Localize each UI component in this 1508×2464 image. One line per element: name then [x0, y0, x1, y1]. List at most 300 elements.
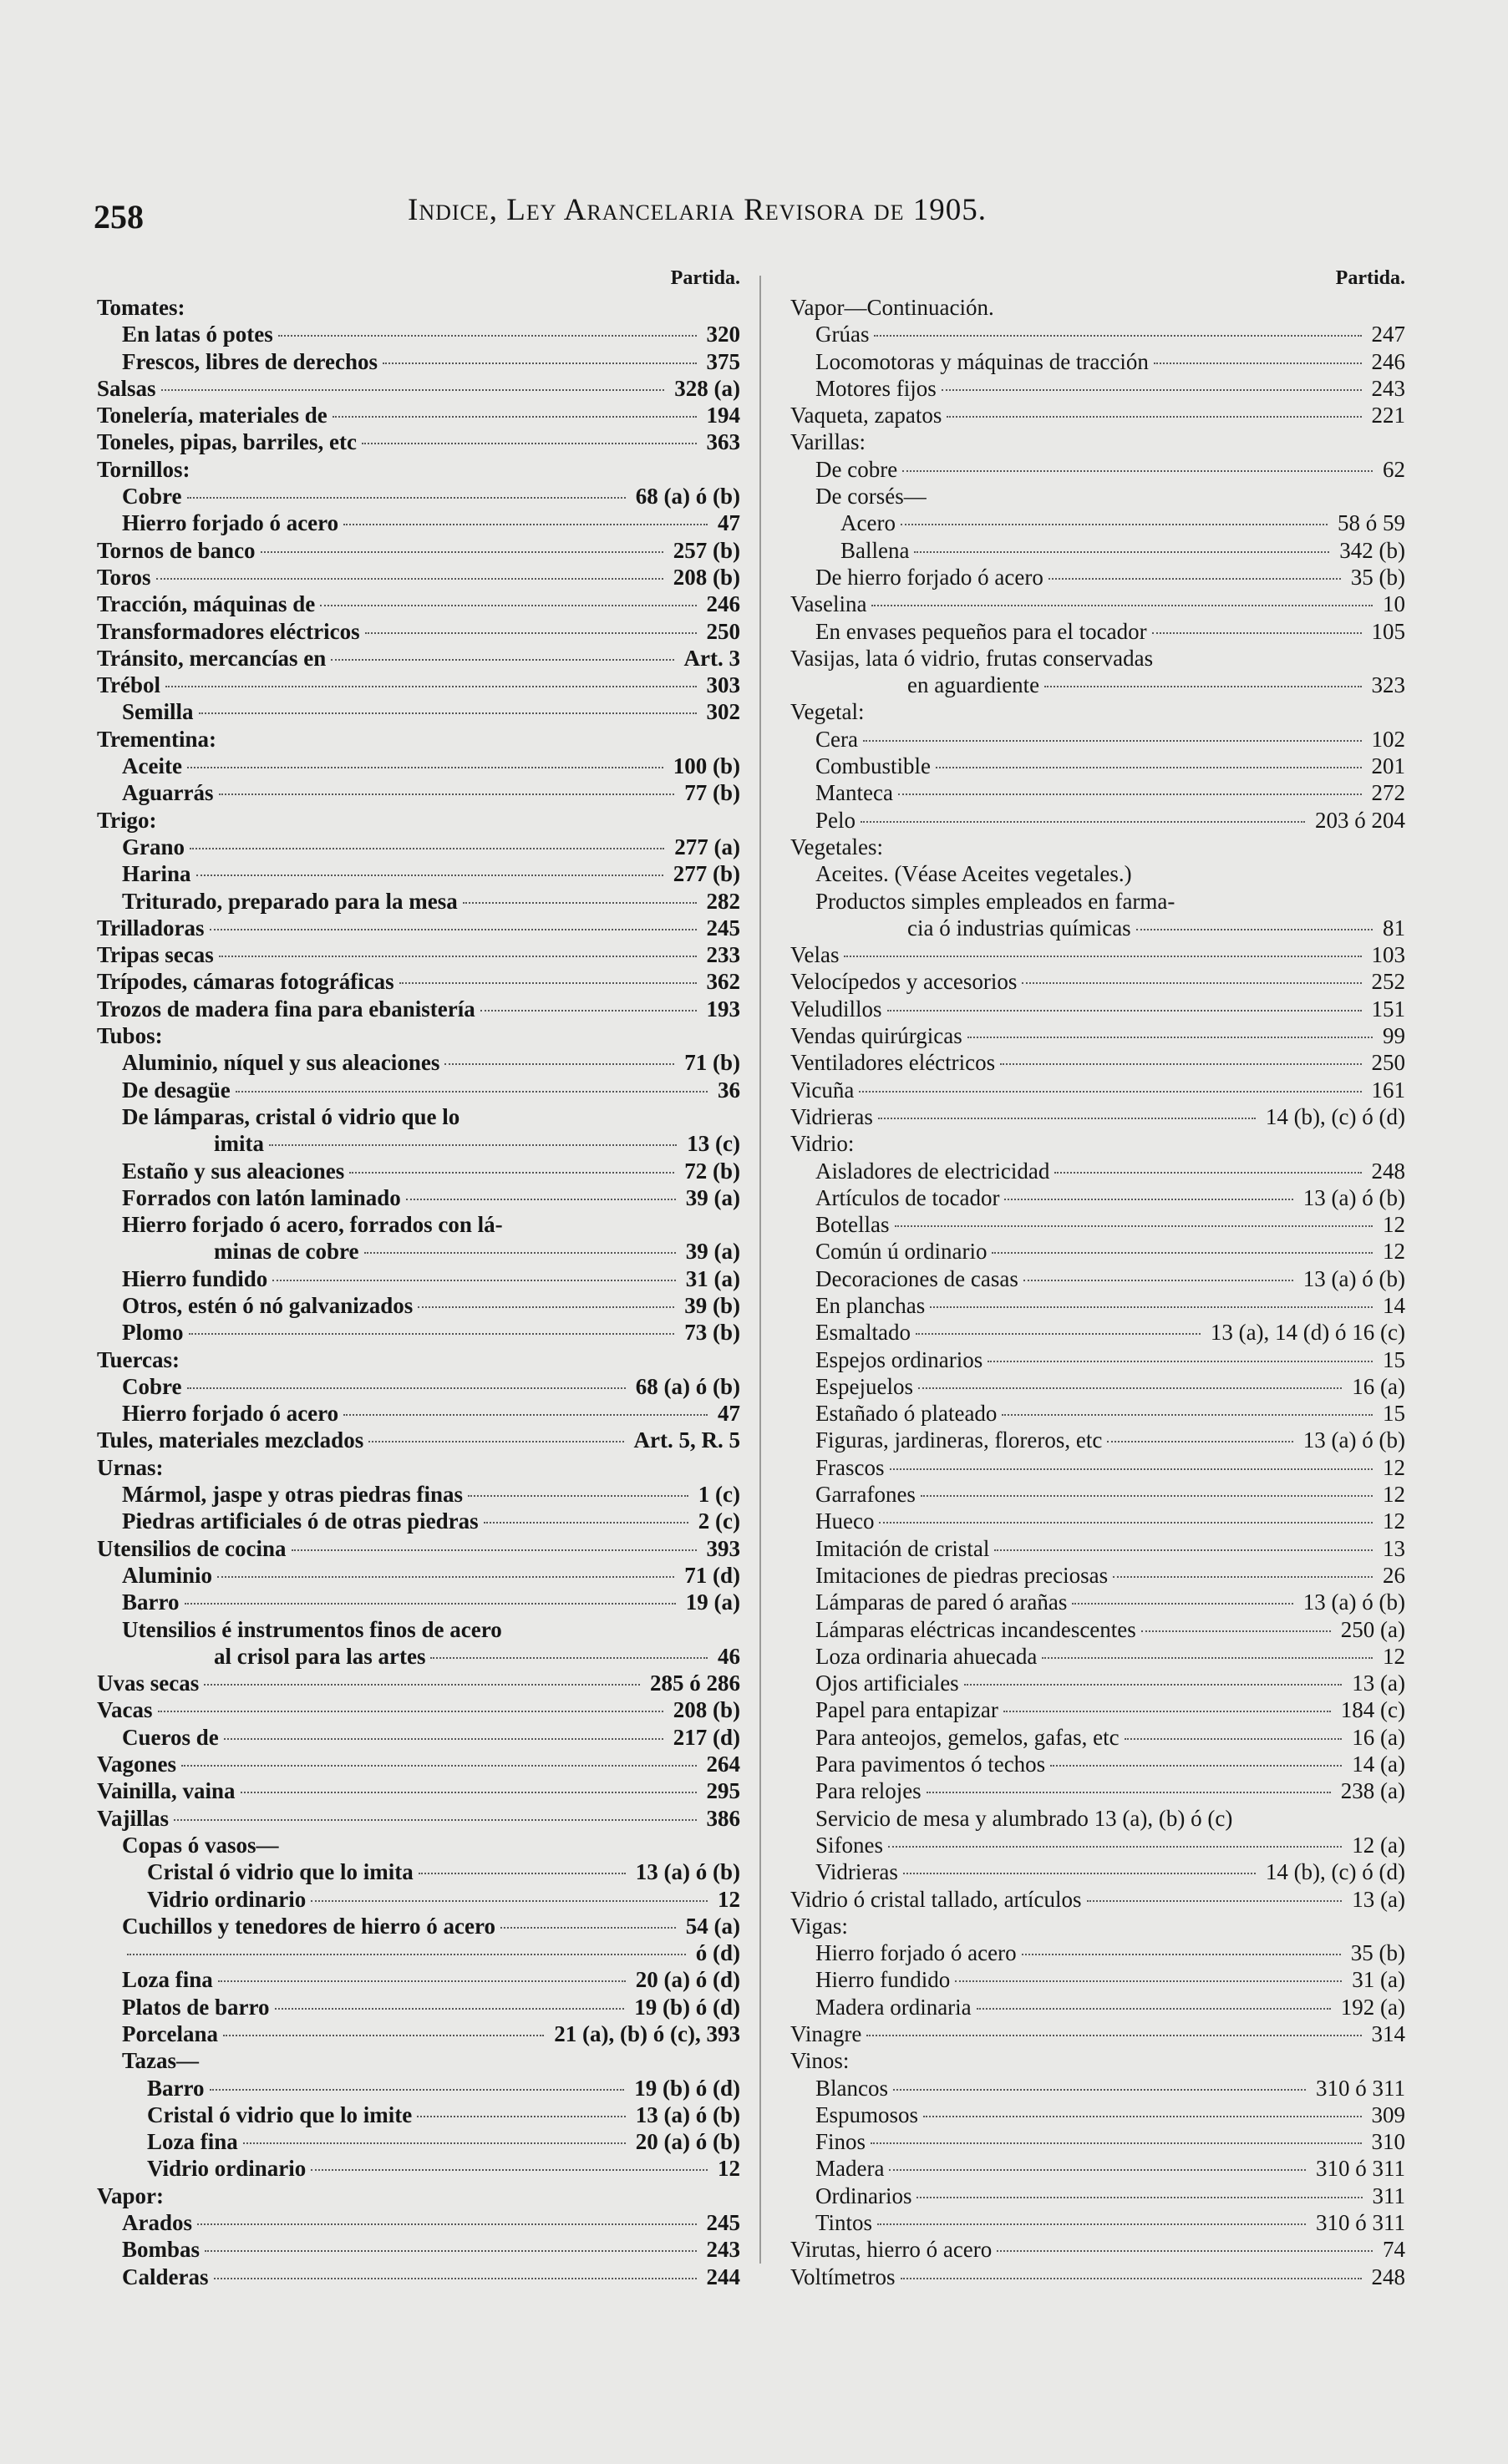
- index-entry: [97, 375, 740, 402]
- partida-number: 35 (b): [1350, 1940, 1405, 1966]
- index-term: Imitación de cristal: [815, 1535, 990, 1561]
- index-entry: [790, 1696, 1405, 1723]
- dot-leader: [1152, 632, 1362, 634]
- partida-number: 246: [1371, 348, 1405, 374]
- partida-number: 311: [1372, 2183, 1405, 2208]
- index-term: Espumosos: [815, 2101, 919, 2127]
- dot-leader: [1237, 1819, 1395, 1821]
- index-term: Tomates:: [97, 295, 185, 320]
- index-entry: [97, 941, 740, 968]
- index-entry: [790, 618, 1405, 645]
- index-entry: [790, 726, 1405, 753]
- dot-leader: [854, 2061, 1395, 2063]
- index-entry: [97, 1913, 740, 1939]
- index-entry: [97, 698, 740, 725]
- index-term: Utensilios de cocina: [97, 1535, 287, 1561]
- dot-leader: [465, 1118, 730, 1119]
- dot-leader: [997, 2250, 1373, 2252]
- partida-number: 20 (a) ó (d): [635, 1967, 740, 1993]
- partida-number: 247: [1371, 322, 1405, 347]
- dot-leader: [236, 1091, 708, 1093]
- index-entry: [97, 1049, 740, 1076]
- partida-number: 252: [1371, 969, 1405, 995]
- index-entry: [790, 2183, 1405, 2209]
- index-entry: [97, 2101, 740, 2128]
- dot-leader: [224, 1738, 663, 1740]
- index-term: Decoraciones de casas: [815, 1265, 1018, 1291]
- dot-leader: [165, 686, 697, 687]
- partida-number: 151: [1371, 996, 1405, 1022]
- index-entry: [97, 1373, 740, 1400]
- index-entry: [97, 1643, 740, 1670]
- dot-leader: [1003, 1711, 1331, 1712]
- index-term: Vegetal:: [790, 699, 865, 725]
- index-entry: [790, 1292, 1405, 1319]
- index-term: Loza fina: [147, 2129, 238, 2155]
- partida-number: 201: [1371, 753, 1405, 779]
- index-term: Cristal ó vidrio que lo imite: [147, 2101, 413, 2127]
- dot-leader: [168, 1037, 730, 1038]
- partida-number: 16 (a): [1352, 1724, 1405, 1750]
- index-entry: [790, 1670, 1405, 1696]
- dot-leader: [866, 2035, 1361, 2036]
- index-term: Grúas: [815, 322, 870, 347]
- index-term: Grano: [122, 834, 185, 859]
- dot-leader: [406, 1199, 676, 1200]
- dot-leader: [902, 470, 1373, 472]
- index-term: De corsés—: [815, 484, 927, 510]
- index-entry: [97, 1966, 740, 1993]
- dot-leader: [218, 1980, 626, 1982]
- index-entry: [790, 1643, 1405, 1670]
- dot-leader: [1042, 1657, 1373, 1659]
- index-term: Espejos ordinarios: [815, 1346, 983, 1372]
- dot-leader: [888, 848, 1395, 849]
- index-term: Triturado, preparado para la mesa: [122, 888, 458, 914]
- dot-leader: [1048, 578, 1341, 580]
- index-term: Lámparas eléctricas incandescentes: [815, 1616, 1136, 1642]
- partida-number: 15: [1383, 1401, 1405, 1427]
- dot-leader: [197, 2223, 696, 2225]
- dot-leader: [914, 551, 1329, 553]
- index-entry: [97, 1858, 740, 1885]
- index-entry: [97, 1751, 740, 1777]
- index-entry: [97, 1805, 740, 1832]
- index-term: Trilladoras: [97, 915, 205, 940]
- partida-number: 310: [1371, 2129, 1405, 2155]
- index-term: Figuras, jardineras, floreros, etc: [815, 1427, 1103, 1453]
- dot-leader: [871, 2142, 1361, 2144]
- dot-leader: [419, 1873, 626, 1874]
- dot-leader: [219, 793, 675, 795]
- index-entry: [790, 456, 1405, 483]
- dot-leader: [947, 416, 1361, 418]
- index-entry: [790, 1103, 1405, 1130]
- index-entry: [97, 753, 740, 779]
- index-term: Piedras artificiales ó de otras piedras: [122, 1508, 479, 1534]
- partida-number: 245: [706, 915, 740, 940]
- index-entry: [97, 1077, 740, 1103]
- partida-number: 13 (a): [1352, 1671, 1405, 1696]
- index-entry: [97, 1777, 740, 1804]
- index-term: Vacas: [97, 1697, 153, 1723]
- index-term: Estaño y sus aleaciones: [122, 1158, 345, 1184]
- index-term: Semilla: [122, 699, 194, 725]
- index-term: Productos simples empleados en farma-: [815, 888, 1175, 914]
- index-entry: [790, 483, 1405, 510]
- dot-leader: [1022, 982, 1361, 984]
- partida-number: 295: [706, 1778, 740, 1804]
- index-entry: [790, 294, 1405, 321]
- partida-number: 250: [706, 618, 740, 644]
- partida-number: 244: [706, 2264, 740, 2289]
- partida-number: 26: [1383, 1562, 1405, 1588]
- index-entry: [790, 2155, 1405, 2182]
- dot-leader: [127, 1954, 686, 1955]
- index-term: Porcelana: [122, 2021, 218, 2046]
- index-term: Vapor:: [97, 2183, 165, 2208]
- index-entry: [790, 2209, 1405, 2236]
- partida-number: 1 (c): [698, 1482, 740, 1508]
- partida-number: 105: [1371, 618, 1405, 644]
- dot-leader: [158, 1711, 663, 1712]
- dot-leader: [185, 1603, 676, 1605]
- index-term: Locomotoras y máquinas de tracción: [815, 348, 1149, 374]
- index-term: Hueco: [815, 1508, 875, 1534]
- partida-number: 16 (a): [1352, 1373, 1405, 1399]
- partida-number: 46: [718, 1643, 740, 1669]
- partida-number: 12: [1383, 1212, 1405, 1238]
- index-entry: [97, 915, 740, 941]
- partida-number: 12: [1383, 1508, 1405, 1534]
- partida-number: 221: [1371, 403, 1405, 428]
- dot-leader: [1180, 902, 1395, 904]
- index-entry: [790, 1346, 1405, 1373]
- partida-number: 81: [1383, 915, 1405, 940]
- index-term: Vajillas: [97, 1805, 170, 1831]
- index-entry: [790, 968, 1405, 995]
- partida-number: 12 (a): [1352, 1832, 1405, 1858]
- partida-number: 310 ó 311: [1316, 2156, 1405, 2182]
- dot-leader: [463, 902, 697, 904]
- index-entry: [790, 591, 1405, 617]
- index-term: Botellas: [815, 1212, 890, 1238]
- index-term: Hierro fundido: [122, 1265, 268, 1291]
- partida-number: 246: [706, 591, 740, 617]
- index-entry: [97, 2209, 740, 2236]
- partida-number: 71 (b): [684, 1050, 740, 1076]
- index-term: Velas: [790, 942, 840, 968]
- dot-leader: [311, 1900, 708, 1902]
- index-term: Cobre: [122, 1373, 182, 1399]
- dot-leader: [343, 1414, 708, 1416]
- index-entry: [790, 1481, 1405, 1508]
- index-entry: [97, 779, 740, 806]
- index-entry: [790, 1319, 1405, 1346]
- index-term: Uvas secas: [97, 1671, 200, 1696]
- partida-number: 2 (c): [698, 1508, 740, 1534]
- index-entry: [790, 860, 1405, 887]
- index-entry: [97, 1616, 740, 1643]
- partida-number: 243: [706, 2237, 740, 2263]
- index-entry: [97, 888, 740, 915]
- index-entry: [790, 1184, 1405, 1211]
- index-entry: [97, 1832, 740, 1858]
- index-entry: [97, 1319, 740, 1346]
- partida-number: 277 (b): [673, 861, 740, 887]
- index-term: Copas ó vasos—: [122, 1832, 279, 1858]
- index-entry: [97, 807, 740, 834]
- index-entry: [790, 1130, 1405, 1157]
- dot-leader: [878, 1118, 1256, 1119]
- index-entry: [790, 348, 1405, 375]
- dot-leader: [1044, 686, 1361, 687]
- index-term: Lámparas de pared ó arañas: [815, 1589, 1068, 1615]
- dot-leader: [967, 1037, 1373, 1038]
- partida-number: 310 ó 311: [1316, 2075, 1405, 2101]
- dot-leader: [992, 1252, 1373, 1254]
- dot-leader: [1087, 1900, 1343, 1902]
- index-entry: [97, 1535, 740, 1562]
- dot-leader: [484, 1522, 688, 1524]
- index-term: Trigo:: [97, 807, 157, 833]
- dot-leader: [977, 2008, 1331, 2010]
- dot-leader: [161, 389, 665, 391]
- index-entry: [790, 1077, 1405, 1103]
- index-term: Platos de barro: [122, 1994, 270, 2020]
- dot-leader: [210, 929, 697, 930]
- index-entry: [790, 1616, 1405, 1643]
- index-term: Tornillos:: [97, 456, 190, 482]
- index-term: Loza fina: [122, 1967, 213, 1993]
- index-term: En envases pequeños para el tocador: [815, 618, 1147, 644]
- dot-leader: [343, 524, 708, 525]
- index-entry: [97, 1508, 740, 1534]
- index-term: Tintos: [815, 2210, 873, 2236]
- index-term: De lámparas, cristal ó vidrio que lo: [122, 1103, 460, 1129]
- index-entry: [790, 1022, 1405, 1049]
- dot-leader: [174, 1819, 696, 1821]
- partida-number: 285 ó 286: [650, 1671, 740, 1696]
- partida-number: 54 (a): [685, 1913, 740, 1939]
- index-entry: [790, 1724, 1405, 1751]
- dot-leader: [888, 1846, 1342, 1848]
- index-entry: [790, 1858, 1405, 1885]
- index-term: Cuchillos y tenedores de hierro ó acero: [122, 1913, 495, 1939]
- index-entry: [97, 564, 740, 591]
- dot-leader: [161, 821, 730, 823]
- partida-number: 257 (b): [673, 537, 740, 563]
- dot-leader: [214, 2278, 697, 2279]
- index-entry: [97, 1238, 740, 1265]
- index-term: Ordinarios: [815, 2183, 912, 2208]
- dot-leader: [507, 1630, 730, 1632]
- index-term: Servicio de mesa y alumbrado 13 (a), (b) ó (c): [815, 1805, 1233, 1831]
- dot-leader: [333, 416, 697, 418]
- index-entry: [97, 1454, 740, 1481]
- dot-leader: [955, 1980, 1342, 1982]
- dot-leader: [1022, 1954, 1341, 1955]
- dot-leader: [196, 875, 663, 876]
- dot-leader: [204, 1684, 640, 1686]
- index-entry: [790, 2236, 1405, 2263]
- index-term: Virutas, hierro ó acero: [790, 2237, 993, 2263]
- dot-leader: [364, 1252, 676, 1254]
- partida-number: 13 (a): [1352, 1886, 1405, 1912]
- partida-number: 103: [1371, 942, 1405, 968]
- index-entry: [790, 2047, 1405, 2074]
- partida-number: 100 (b): [673, 753, 740, 779]
- index-entry: [97, 428, 740, 455]
- index-entry: [790, 779, 1405, 806]
- index-term: Ojos artificiales: [815, 1671, 959, 1696]
- partida-number: 282: [706, 888, 740, 914]
- partida-number: 68 (a) ó (b): [635, 1373, 740, 1399]
- index-entry: [97, 726, 740, 753]
- partida-number: 245: [706, 2210, 740, 2236]
- index-entry: [97, 2075, 740, 2101]
- dot-leader: [964, 1684, 1343, 1686]
- index-entry: [97, 1292, 740, 1319]
- index-term: Vegetales:: [790, 834, 883, 859]
- dot-leader: [349, 1172, 674, 1174]
- left-index-column: [97, 267, 740, 2290]
- dot-leader: [508, 1225, 730, 1227]
- dot-leader: [874, 335, 1361, 337]
- index-entry: [97, 2128, 740, 2155]
- dot-leader: [430, 1657, 708, 1659]
- partida-number: 74: [1383, 2237, 1405, 2263]
- index-term: Aisladores de electricidad: [815, 1158, 1050, 1184]
- partida-number: 194: [706, 403, 740, 428]
- index-entry: [790, 1886, 1405, 1913]
- index-term: Blancos: [815, 2075, 888, 2101]
- partida-number: 12: [1383, 1482, 1405, 1508]
- partida-number: 13 (c): [687, 1131, 740, 1157]
- index-entry: [790, 375, 1405, 402]
- dot-leader: [895, 1225, 1373, 1227]
- dot-leader: [1004, 1199, 1292, 1200]
- index-term: Aceites. (Véase Aceites vegetales.): [815, 861, 1132, 887]
- dot-leader: [368, 1441, 623, 1442]
- index-term: Cristal ó vidrio que lo imita: [147, 1859, 414, 1885]
- dot-leader: [853, 1927, 1395, 1929]
- index-term: Vagones: [97, 1752, 177, 1777]
- index-term: Tuercas:: [97, 1346, 180, 1372]
- partida-number: 31 (a): [685, 1265, 740, 1291]
- dot-leader: [861, 821, 1305, 823]
- index-term: Motores fijos: [815, 375, 937, 401]
- index-term: Artículos de tocador: [815, 1184, 1000, 1210]
- index-term: Urnas:: [97, 1454, 164, 1480]
- partida-number: 10: [1383, 591, 1405, 617]
- partida-number: 72 (b): [684, 1158, 740, 1184]
- index-term: Vinagre: [790, 2021, 862, 2046]
- index-term: Vaqueta, zapatos: [790, 403, 942, 428]
- index-entry: [790, 2128, 1405, 2155]
- index-term: Cueros de: [122, 1724, 219, 1750]
- dot-leader: [331, 659, 673, 661]
- index-entry: [97, 834, 740, 860]
- dot-leader: [1000, 1063, 1361, 1065]
- index-term: Esmaltado: [815, 1320, 911, 1346]
- dot-leader: [921, 1495, 1373, 1497]
- running-title: Indice, Ley Arancelaria Revisora de 1905.: [408, 193, 988, 227]
- index-entry: [97, 1346, 740, 1373]
- dot-leader: [863, 740, 1362, 742]
- index-term: De hierro forjado ó acero: [815, 564, 1043, 590]
- dot-leader: [859, 1091, 1361, 1093]
- index-term: Acero: [840, 510, 896, 536]
- partida-number: 99: [1383, 1023, 1405, 1049]
- index-entry: [790, 2101, 1405, 2128]
- partida-number: 35 (b): [1350, 564, 1405, 590]
- dot-leader: [1125, 1738, 1343, 1740]
- dot-leader: [187, 1387, 626, 1389]
- dot-leader: [383, 363, 697, 364]
- index-entry: [790, 537, 1405, 564]
- dot-leader: [399, 982, 697, 984]
- index-entry: [790, 1777, 1405, 1804]
- index-entry: [790, 941, 1405, 968]
- partida-number: 14 (b), (c) ó (d): [1265, 1859, 1405, 1885]
- dot-leader: [210, 2089, 625, 2091]
- dot-leader: [916, 2197, 1362, 2198]
- dot-leader: [272, 1280, 675, 1281]
- partida-number: 250 (a): [1340, 1616, 1405, 1642]
- index-term: Ventiladores eléctricos: [790, 1050, 996, 1076]
- dot-leader: [887, 1010, 1362, 1011]
- right-index-column: [790, 267, 1405, 2290]
- dot-leader: [988, 1361, 1373, 1362]
- index-term: Tornos de banco: [97, 537, 256, 563]
- partida-number: 36: [718, 1077, 740, 1103]
- index-entry: [97, 968, 740, 995]
- index-term: Frascos: [815, 1454, 885, 1480]
- dot-leader: [320, 605, 696, 606]
- partida-number: 193: [706, 996, 740, 1022]
- dot-leader: [189, 1333, 675, 1335]
- index-term: Sifones: [815, 1832, 883, 1858]
- index-entry: [97, 1211, 740, 1238]
- index-term: Trozos de madera fina para ebanistería: [97, 996, 475, 1022]
- dot-leader: [205, 2250, 696, 2252]
- index-entry: [97, 1184, 740, 1211]
- index-term: Loza ordinaria ahuecada: [815, 1643, 1038, 1669]
- index-term: Cobre: [122, 484, 182, 510]
- dot-leader: [221, 740, 730, 742]
- partida-number: 21 (a), (b) ó (c), 393: [554, 2021, 740, 2046]
- dot-leader: [923, 2116, 1361, 2117]
- partida-number: 31 (a): [1352, 1967, 1405, 1993]
- partida-number: 13 (a) ó (b): [1302, 1184, 1405, 1210]
- partida-number: Art. 3: [683, 645, 740, 671]
- index-term: Tracción, máquinas de: [97, 591, 316, 617]
- index-entry: [790, 2264, 1405, 2290]
- index-entry: [790, 1994, 1405, 2020]
- partida-number: 68 (a) ó (b): [635, 484, 740, 510]
- dot-leader: [156, 578, 663, 580]
- partida-number: 13 (a) ó (b): [1302, 1265, 1405, 1291]
- column-heading: Partida.: [670, 267, 740, 289]
- dot-leader: [500, 1927, 676, 1929]
- partida-number: 14 (a): [1352, 1752, 1405, 1777]
- index-term: en aguardiente: [907, 672, 1040, 698]
- index-entry: [790, 888, 1405, 915]
- dot-leader: [1136, 929, 1373, 930]
- index-entry: [790, 1400, 1405, 1427]
- dot-leader: [204, 2061, 730, 2063]
